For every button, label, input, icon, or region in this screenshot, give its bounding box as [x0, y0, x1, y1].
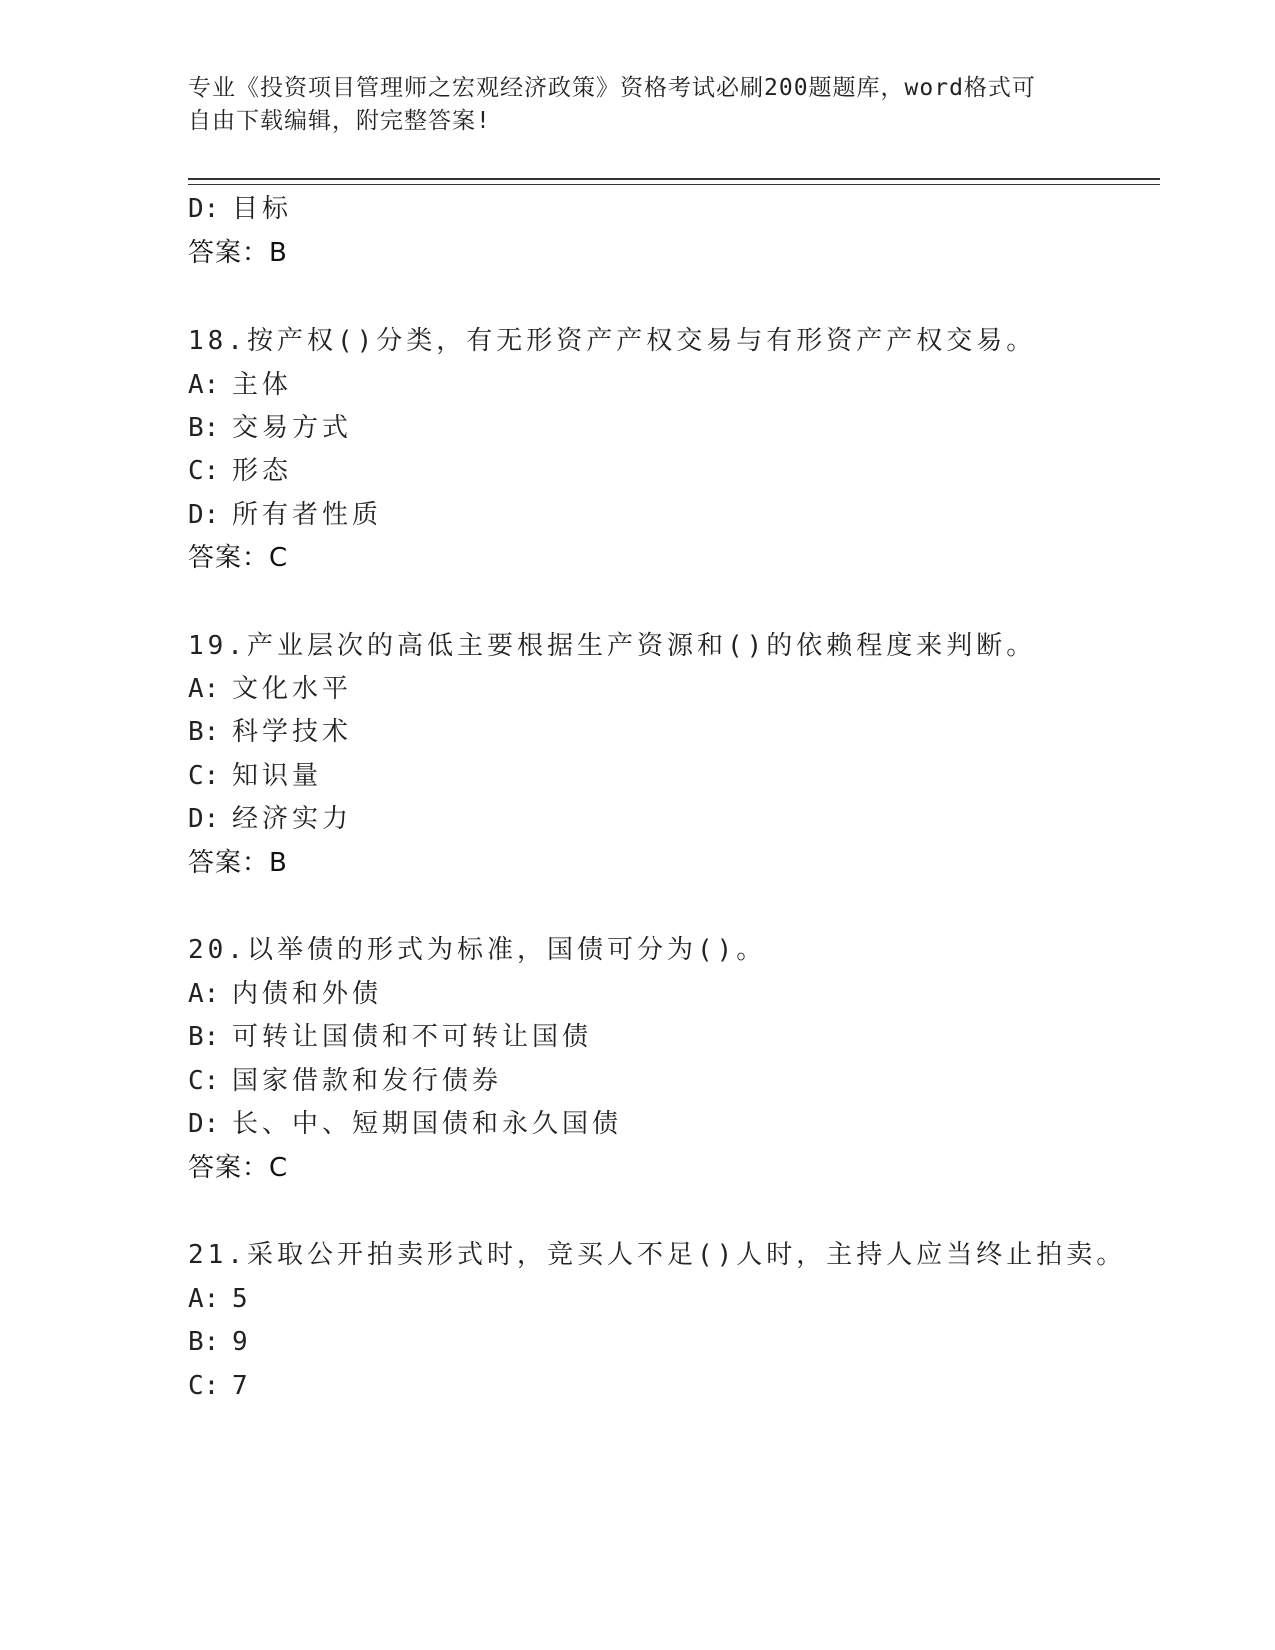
q18-option-a	[188, 368, 292, 402]
option-text: 可转让国债和不可转让国债	[232, 1022, 593, 1052]
option-text: 文化水平	[232, 674, 353, 704]
option-label: D:	[188, 804, 220, 834]
option-text: 主体	[232, 370, 293, 400]
header-line-2: 自由下载编辑，附完整答案!	[188, 108, 491, 134]
document-header	[188, 72, 1088, 138]
q19-option-d	[188, 802, 352, 836]
option-label: B:	[188, 1022, 220, 1052]
q20-option-b	[188, 1020, 592, 1054]
option-label: B:	[188, 1327, 220, 1357]
option-text: 7	[232, 1371, 252, 1401]
option-label: C:	[188, 456, 220, 486]
option-label: D:	[188, 500, 220, 530]
option-text: 内债和外债	[232, 979, 383, 1009]
q21-stem: 21.采取公开拍卖形式时，竞买人不足()人时，主持人应当终止拍卖。	[188, 1240, 1127, 1270]
option-text: 所有者性质	[232, 500, 383, 530]
q19-option-a	[188, 672, 352, 706]
q18-option-b	[188, 411, 352, 445]
q17-answer: 答案：B	[188, 238, 288, 268]
q20-answer: 答案：C	[188, 1153, 289, 1183]
option-text: 9	[232, 1327, 252, 1357]
option-text: 形态	[232, 456, 293, 486]
q19-option-b	[188, 715, 352, 749]
q20-stem: 20.以举债的形式为标准，国债可分为()。	[188, 935, 767, 965]
option-label: C:	[188, 1066, 220, 1096]
header-line-1: 专业《投资项目管理师之宏观经济政策》资格考试必刷200题题库，word格式可	[188, 75, 1036, 101]
header-divider-thin	[188, 184, 1160, 185]
option-text: 长、中、短期国债和永久国债	[232, 1109, 623, 1139]
option-text: 目标	[232, 194, 293, 224]
option-text: 交易方式	[232, 413, 353, 443]
q19-stem: 19.产业层次的高低主要根据生产资源和()的依赖程度来判断。	[188, 631, 1037, 661]
q18-option-d	[188, 498, 382, 532]
q21-option-a	[188, 1282, 252, 1316]
q18-stem: 18.按产权()分类，有无形资产产权交易与有形资产产权交易。	[188, 326, 1037, 356]
q21-option-c	[188, 1369, 252, 1403]
option-label: A:	[188, 1284, 220, 1314]
option-text: 5	[232, 1284, 252, 1314]
header-divider	[188, 178, 1160, 180]
option-text: 科学技术	[232, 717, 353, 747]
q19-option-c	[188, 759, 322, 793]
option-text: 国家借款和发行债券	[232, 1066, 503, 1096]
q20-option-c	[188, 1064, 502, 1098]
option-label: C:	[188, 761, 220, 791]
option-label: D:	[188, 1109, 220, 1139]
q20-option-a	[188, 977, 382, 1011]
option-label: D:	[188, 194, 220, 224]
q18-answer: 答案：C	[188, 543, 289, 573]
q21-option-b	[188, 1325, 252, 1359]
option-label: B:	[188, 413, 220, 443]
q20-option-d	[188, 1107, 622, 1141]
q18-option-c	[188, 454, 292, 488]
q17-option-d	[188, 192, 292, 226]
q19-answer: 答案：B	[188, 848, 288, 878]
option-label: A:	[188, 979, 220, 1009]
option-text: 经济实力	[232, 804, 353, 834]
option-label: A:	[188, 674, 220, 704]
option-label: A:	[188, 370, 220, 400]
option-label: B:	[188, 717, 220, 747]
option-label: C:	[188, 1371, 220, 1401]
option-text: 知识量	[232, 761, 323, 791]
